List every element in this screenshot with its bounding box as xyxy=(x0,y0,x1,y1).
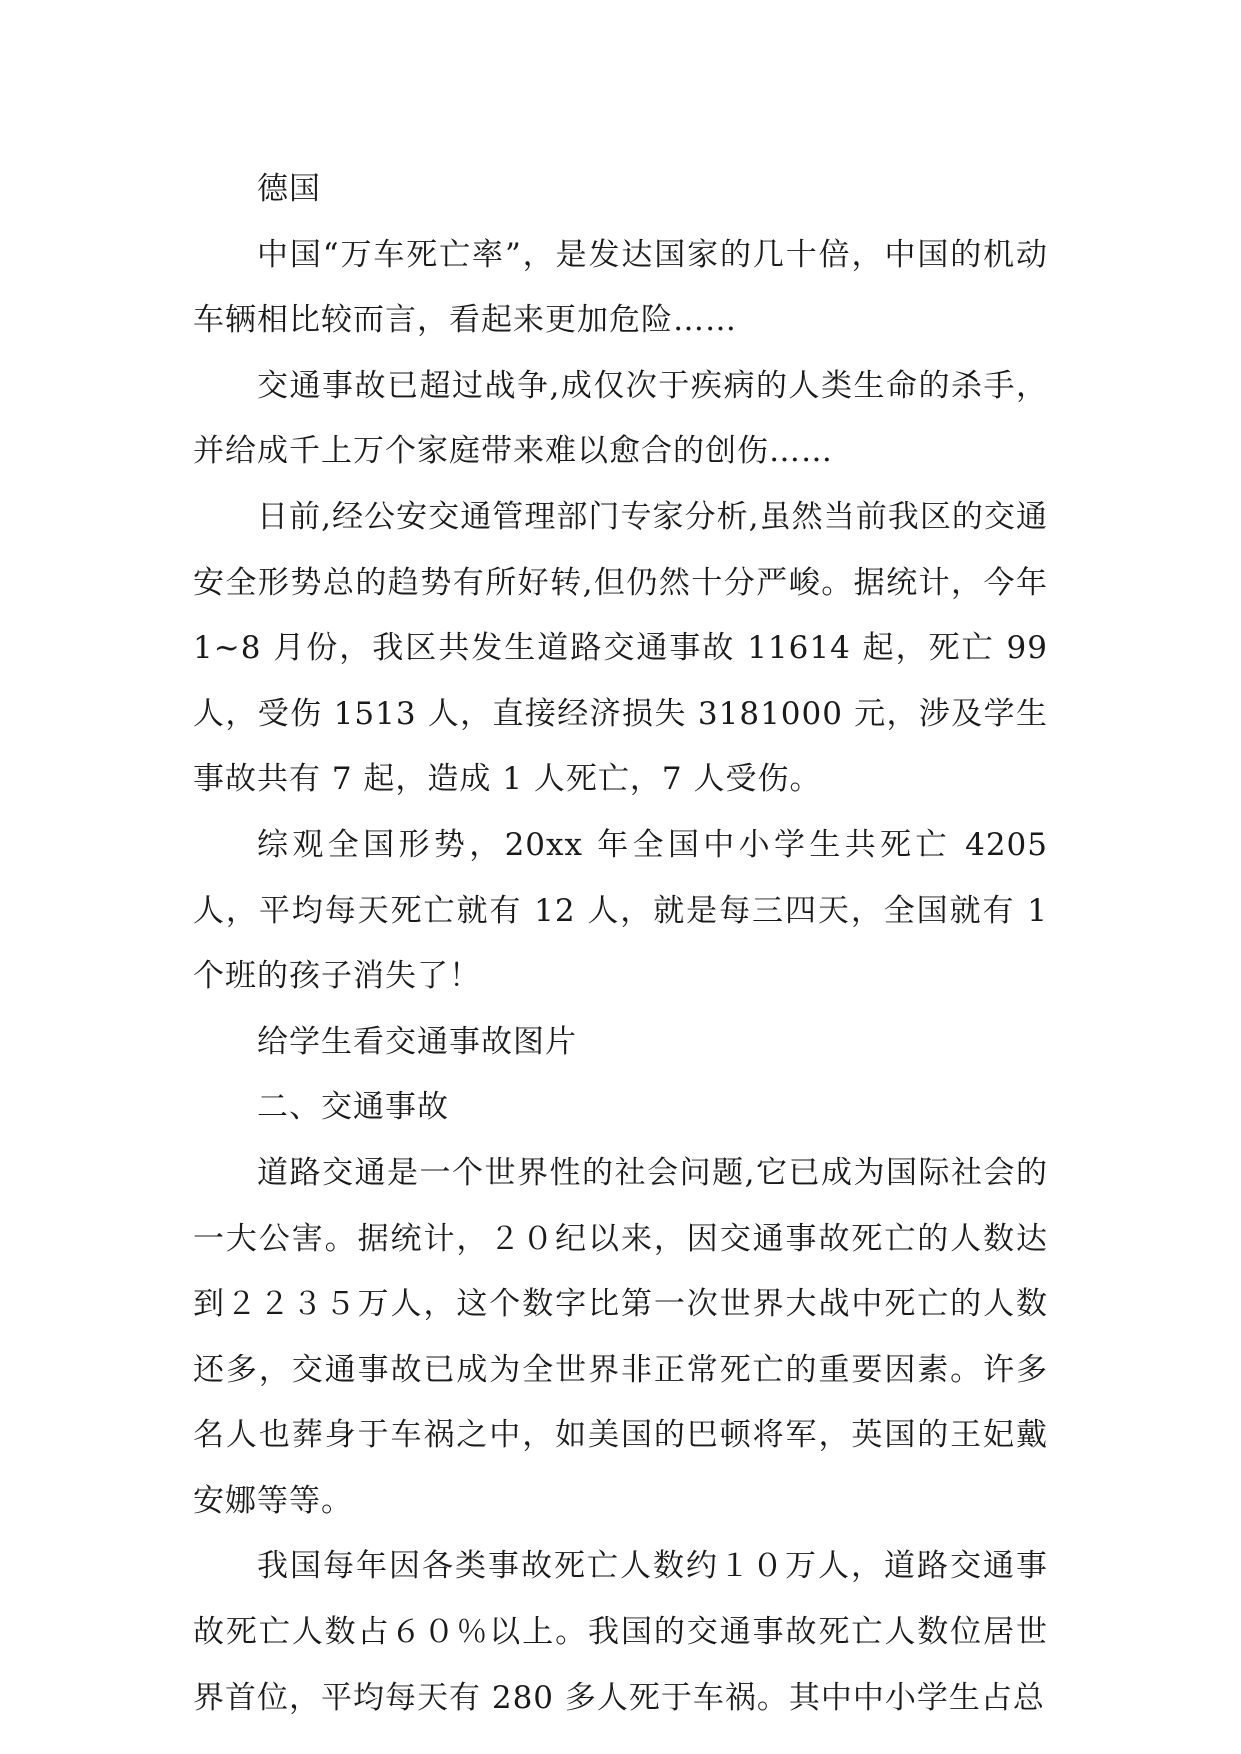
paragraph-heading-germany: 德国 xyxy=(257,171,321,207)
paragraph: 中国“万车死亡率”，是发达国家的几十倍，中国的机动车辆相比较而言，看起来更加危险…… xyxy=(193,236,1048,339)
paragraph: 道路交通是一个世界性的社会问题,它已成为国际社会的一大公害。据统计，２０纪以来，因交通事故死亡的人数达到２２３５万人，这个数字比第一次世界大战中死亡的人数还多，交通事故已成为全世界非正常死亡的重要因素。许多名人也葬身于车祸之中，如美国的巴顿将军，英国的王妃戴安娜等等。 xyxy=(193,1154,1048,1519)
paragraph: 给学生看交通事故图片 xyxy=(257,1023,577,1060)
paragraph: 日前,经公安交通管理部门专家分析,虽然当前我区的交通安全形势总的趋势有所好转,但仍然十分严峻。据统计，今年 1~8 月份，我区共发生道路交通事故 11614 起，死亡 99 人，受伤 1513 人，直接经济损失 3181000 元，涉及学生事故共有 7 起，造成 1 人死亡，7 人受伤。 xyxy=(193,498,1048,798)
document-body xyxy=(193,157,1048,1731)
paragraph: 综观全国形势，20xx 年全国中小学生共死亡 4205 人，平均每天死亡就有 12 人，就是每三四天，全国就有 1 个班的孩子消失了！ xyxy=(193,826,1048,995)
paragraph: 我国每年因各类事故死亡人数约１０万人，道路交通事故死亡人数占６０％以上。我国的交通事故死亡人数位居世界首位，平均每天有 280 多人死于车祸。其中中小学生占总 xyxy=(193,1548,1048,1716)
section-heading: 二、交通事故 xyxy=(257,1089,449,1126)
paragraph: 交通事故已超过战争,成仅次于疾病的人类生命的杀手，并给成千上万个家庭带来难以愈合的创伤…… xyxy=(193,367,1048,470)
